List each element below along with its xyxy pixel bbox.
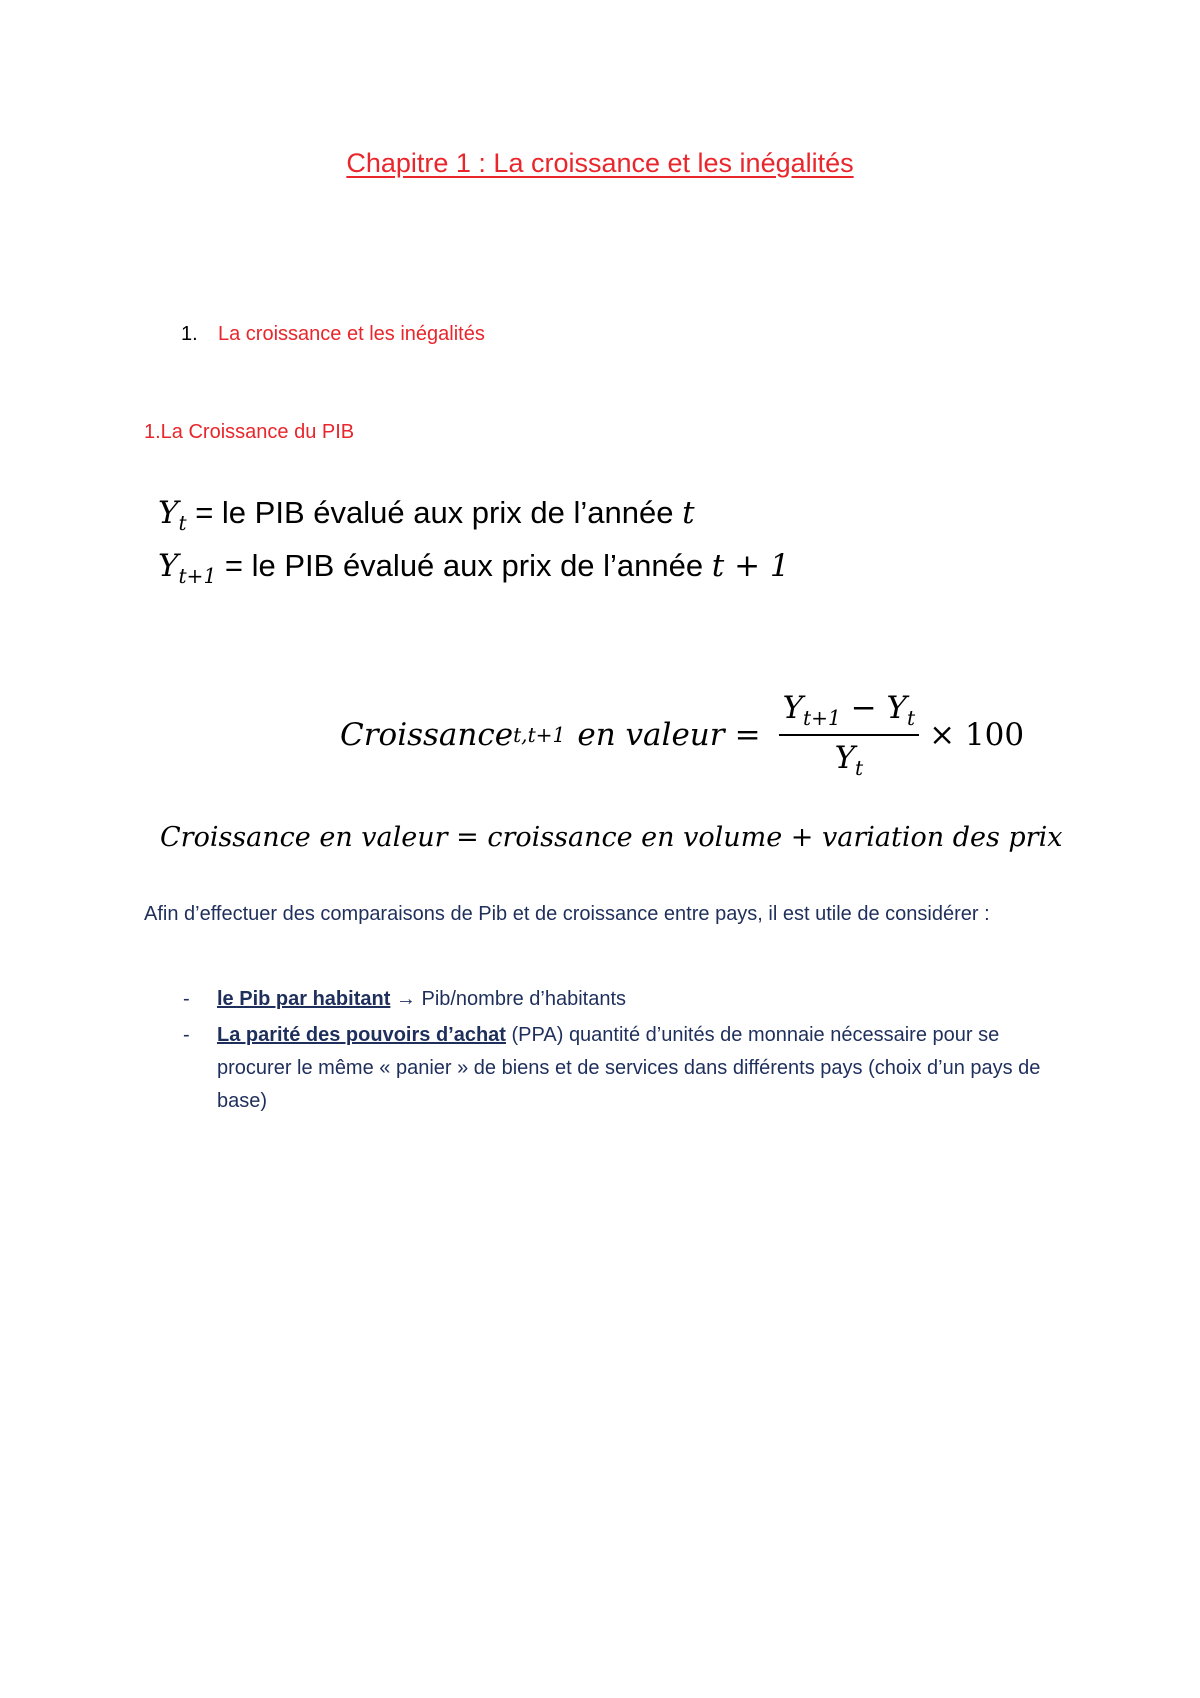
var-sub: t: [178, 511, 187, 536]
bullet-term: le Pib par habitant: [217, 988, 391, 1010]
formula-lhs-rest: en valeur: [577, 717, 725, 754]
page-title: Chapitre 1 : La croissance et les inégalités: [346, 148, 854, 178]
formula-equals: =: [734, 717, 761, 754]
definition-text: le PIB évalué aux prix de l’année: [221, 495, 674, 530]
definition-tail: t + 1: [711, 548, 790, 584]
equals-sign: =: [224, 548, 243, 583]
num-a: Y: [782, 690, 804, 726]
fraction-numerator: [779, 690, 920, 736]
bullet-text: (PPA) quantité d’unités de monnaie nécessaire pour se procurer le même « panier » de biens et de services dans différents pays (choix d’un pays de base): [217, 1024, 1041, 1112]
num-minus: −: [850, 690, 877, 726]
num-b-sub: t: [907, 706, 916, 731]
var-sub: t+1: [178, 564, 217, 589]
decomposition-formula: Croissance en valeur = croissance en volume + variation des prix: [160, 822, 1063, 853]
section-label: La croissance et les inégalités: [218, 323, 485, 345]
fraction-denominator: [835, 736, 864, 780]
definition-text: le PIB évalué aux prix de l’année: [251, 548, 704, 583]
subsection-heading: 1.La Croissance du PIB: [144, 421, 355, 443]
den-var: Y: [834, 740, 856, 777]
section-number: 1.: [181, 323, 198, 345]
bullet-dash: -: [183, 1024, 190, 1046]
bullet-dash: -: [183, 988, 190, 1010]
den-sub: t: [855, 756, 864, 781]
num-b: Y: [886, 690, 908, 726]
intro-paragraph: Afin d’effectuer des comparaisons de Pib et de croissance entre pays, il est utile de considérer :: [144, 903, 990, 925]
var-y: Y: [158, 548, 179, 584]
num-a-sub: t+1: [803, 706, 841, 731]
var-y: Y: [158, 495, 179, 531]
formula-fraction: [779, 690, 920, 780]
definition-yt: [158, 495, 695, 535]
formula-times: × 100: [929, 717, 1025, 754]
bullet-text: → Pib/nombre d’habitants: [390, 988, 627, 1010]
definition-tail: t: [682, 495, 695, 531]
bullet-term: La parité des pouvoirs d’achat: [217, 1024, 506, 1046]
section-heading: [181, 323, 485, 346]
definition-yt1: [158, 548, 790, 588]
growth-formula: [340, 690, 1024, 780]
formula-lhs: Croissance: [340, 717, 514, 754]
formula-lhs-sub: t,t+1: [513, 723, 566, 748]
equals-sign: =: [195, 495, 214, 530]
